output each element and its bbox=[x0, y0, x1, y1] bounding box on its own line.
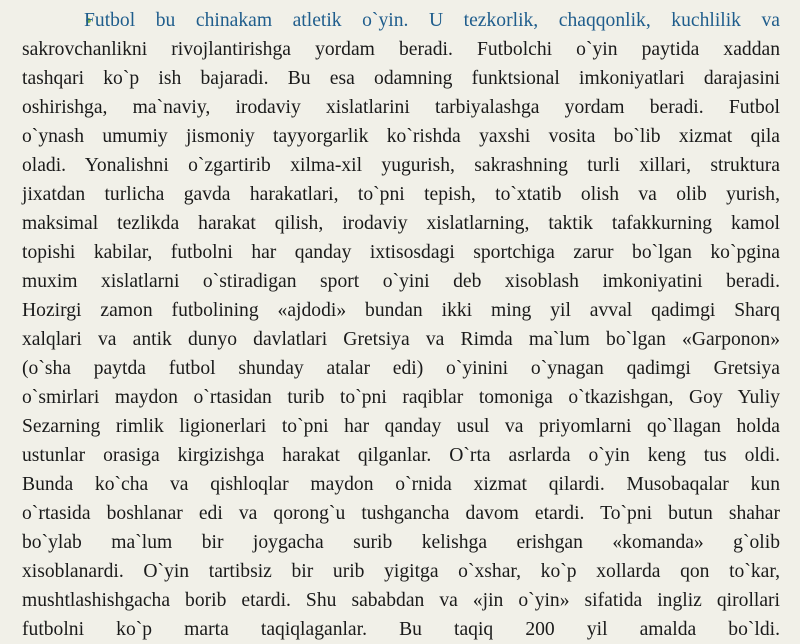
text-line-5: o`ynash umumiy jismoniy tayyorgarlik ko`rishda yaxshi vosita bo`lib xizmat qila bbox=[22, 126, 780, 147]
text-line-21: mushtlashishgacha borib etardi. Shu sababdan va «jin o`yin» sifatida ingliz qirollari bbox=[22, 590, 780, 611]
first-line-text: Futbol bu chinakam atletik o`yin. U tezkorlik, chaqqonlik, kuchlilik va bbox=[84, 10, 780, 31]
text-line-4: oshirishga, ma`naviy, irodaviy xislatlarini tarbiyalashga yordam beradi. Futbol bbox=[22, 97, 780, 118]
text-line-22: futbolni ko`p marta taqiqlaganlar. Bu taqiq 200 yil amalda bo`ldi. bbox=[22, 619, 780, 640]
text-line-9: topishi kabilar, futbolni har qanday ixtisosdagi sportchiga zarur bo`lgan ko`pgina bbox=[22, 242, 780, 263]
text-line-20: xisoblanardi. O`yin tartibsiz bir urib yigitga o`xshar, ko`p xollarda qon to`kar, bbox=[22, 561, 780, 582]
text-line-14: o`smirlari maydon o`rtasidan turib to`pni raqiblar tomoniga o`tkazishgan, Goy Yuliy bbox=[22, 387, 780, 408]
text-line-18: o`rtasida boshlanar edi va qorong`u tushgancha davom etardi. To`pni butun shahar bbox=[22, 503, 780, 524]
text-line-12: xalqlari va antik dunyo davlatlari Gretsiya va Rimda ma`lum bo`lgan «Garponon» bbox=[22, 329, 780, 350]
text-line-15: Sezarning rimlik ligionerlari to`pni har qanday usul va priyomlarni qo`llagan holda bbox=[22, 416, 780, 437]
text-line-6: oladi. Yonalishni o`zgartirib xilma-xil yugurish, sakrashning turli xillari, struktura bbox=[22, 155, 780, 176]
text-line-10: muxim xislatlarni o`stiradigan sport o`yini deb xisoblash imkoniyatini beradi. bbox=[22, 271, 780, 292]
text-line-17: Bunda ko`cha va qishloqlar maydon o`rnida xizmat qilardi. Musobaqalar kun bbox=[22, 474, 780, 495]
text-line-7: jixatdan turlicha gavda harakatlari, to`pni tepish, to`xtatib olish va olib yurish, bbox=[22, 184, 780, 205]
text-line-2: sakrovchanlikni rivojlantirishga yordam beradi. Futbolchi o`yin paytida xaddan bbox=[22, 39, 780, 60]
text-line-19: bo`ylab ma`lum bir joygacha surib kelishga erishgan «komanda» g`olib bbox=[22, 532, 780, 553]
text-line-3: tashqari ko`p ish bajaradi. Bu esa odamning funktsional imkoniyatlari darajasini bbox=[22, 68, 780, 89]
text-line-16: ustunlar orasiga kirgizishga harakat qilganlar. O`rta asrlarda o`yin keng tus oldi. bbox=[22, 445, 780, 466]
text-line-11: Hozirgi zamon futbolining «ajdodi» bundan ikki ming yil avval qadimgi Sharq bbox=[22, 300, 780, 321]
text-line-8: maksimal tezlikda harakat qilish, irodaviy xislatlarning, taktik tafakkurning kamol bbox=[22, 213, 780, 234]
text-line-1 bbox=[22, 6, 780, 35]
text-line-13: (o`sha paytda futbol shunday atalar edi) o`yinini o`ynagan qadimgi Gretsiya bbox=[22, 358, 780, 379]
document-body bbox=[22, 6, 780, 640]
